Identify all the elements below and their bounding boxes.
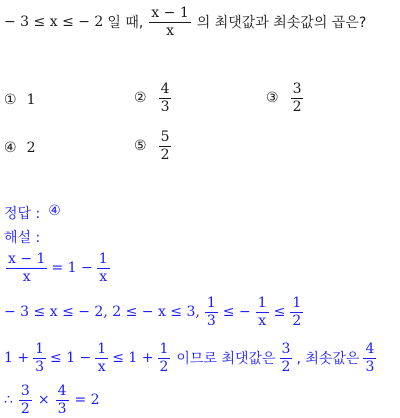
fraction-denominator: x bbox=[22, 268, 31, 285]
choice-value: 1 bbox=[26, 92, 36, 108]
fraction-numerator: 3 bbox=[292, 81, 302, 97]
fraction-numerator: 1 bbox=[159, 341, 169, 357]
choice-mark: ① bbox=[4, 92, 17, 108]
solution-fraction bbox=[290, 296, 303, 328]
choice-fraction bbox=[159, 82, 172, 114]
solution-text: = 2 bbox=[74, 392, 100, 409]
solution-line-4 bbox=[4, 384, 100, 416]
solution-line-3 bbox=[4, 342, 378, 374]
solution-text: − 3 ≤ x ≤ − 2, 2 ≤ − x ≤ 3, bbox=[4, 304, 200, 321]
fraction-numerator: x − 1 bbox=[151, 5, 189, 21]
fraction-denominator: 2 bbox=[20, 400, 30, 417]
fraction-denominator: x bbox=[97, 358, 106, 375]
solution-line-2 bbox=[4, 296, 305, 328]
fraction-denominator: 3 bbox=[35, 358, 45, 375]
solution-fraction bbox=[363, 342, 376, 374]
solution-text: ≤ 1 − bbox=[50, 350, 92, 367]
choice-1[interactable] bbox=[4, 92, 35, 108]
solution-fraction bbox=[95, 342, 108, 374]
solution-text: ≤ bbox=[273, 304, 286, 321]
solution-fraction bbox=[205, 296, 218, 328]
choice-3[interactable] bbox=[266, 82, 305, 114]
fraction-numerator: 4 bbox=[57, 383, 67, 399]
fraction-denominator: 3 bbox=[206, 312, 216, 329]
answer-label: 정답 : bbox=[4, 206, 41, 222]
fraction-denominator: x bbox=[258, 312, 267, 329]
answer-line bbox=[4, 203, 61, 223]
fraction-denominator: 2 bbox=[281, 358, 291, 375]
fraction-numerator: 1 bbox=[257, 295, 267, 311]
solution-fraction bbox=[158, 342, 171, 374]
question-when: 일 때, bbox=[107, 15, 144, 32]
choice-mark: ③ bbox=[266, 90, 279, 107]
fraction-numerator: 1 bbox=[98, 251, 108, 267]
therefore-symbol: ∴ bbox=[4, 392, 13, 409]
fraction-denominator: 3 bbox=[57, 400, 67, 417]
solution-text: = 1 − bbox=[51, 260, 93, 277]
solution-text: , 최솟값은 bbox=[296, 351, 360, 368]
fraction-numerator: 4 bbox=[365, 341, 375, 357]
solution-fraction bbox=[256, 296, 269, 328]
question-suffix: 의 최댓값과 최솟값의 곱은? bbox=[196, 15, 367, 32]
fraction-denominator: x bbox=[166, 22, 174, 39]
choice-mark: ⑤ bbox=[134, 138, 147, 155]
fraction-denominator: 2 bbox=[292, 98, 302, 115]
question-fraction bbox=[149, 6, 190, 38]
solution-fraction bbox=[6, 252, 47, 284]
question-line bbox=[4, 6, 366, 38]
solution-text: 1 + bbox=[4, 350, 30, 367]
fraction-numerator: 5 bbox=[160, 129, 170, 145]
fraction-numerator: 1 bbox=[35, 341, 45, 357]
fraction-numerator: 1 bbox=[292, 295, 302, 311]
solution-label: 해설 : bbox=[4, 230, 41, 246]
fraction-numerator: 1 bbox=[206, 295, 216, 311]
choice-mark: ② bbox=[134, 90, 147, 107]
solution-text: ≤ − bbox=[222, 304, 251, 321]
fraction-numerator: 3 bbox=[281, 341, 291, 357]
fraction-denominator: 2 bbox=[159, 358, 169, 375]
solution-text: ≤ 1 + bbox=[112, 350, 154, 367]
solution-fraction bbox=[280, 342, 293, 374]
solution-fraction bbox=[56, 384, 69, 416]
fraction-denominator: 3 bbox=[160, 98, 170, 115]
times-symbol: × bbox=[37, 392, 50, 409]
solution-line-1 bbox=[4, 252, 112, 284]
fraction-numerator: x − 1 bbox=[8, 251, 46, 267]
solution-fraction bbox=[97, 252, 110, 284]
choice-5[interactable] bbox=[134, 130, 173, 162]
fraction-numerator: 4 bbox=[160, 81, 170, 97]
choice-mark: ④ bbox=[4, 140, 17, 156]
fraction-denominator: 2 bbox=[160, 146, 170, 163]
fraction-denominator: 2 bbox=[292, 312, 302, 329]
question-range: − 3 ≤ x ≤ − 2 bbox=[4, 14, 104, 31]
choice-fraction bbox=[291, 82, 304, 114]
choice-value: 2 bbox=[26, 140, 36, 156]
choice-2[interactable] bbox=[134, 82, 173, 114]
fraction-denominator: 3 bbox=[365, 358, 375, 375]
answer-value: ④ bbox=[48, 203, 61, 219]
solution-fraction bbox=[19, 384, 32, 416]
fraction-numerator: 1 bbox=[97, 341, 107, 357]
solution-text: 이므로 최댓값은 bbox=[176, 351, 276, 368]
fraction-denominator: x bbox=[99, 268, 108, 285]
choice-4[interactable] bbox=[4, 140, 35, 156]
choice-fraction bbox=[159, 130, 172, 162]
solution-fraction bbox=[33, 342, 46, 374]
fraction-numerator: 3 bbox=[20, 383, 30, 399]
